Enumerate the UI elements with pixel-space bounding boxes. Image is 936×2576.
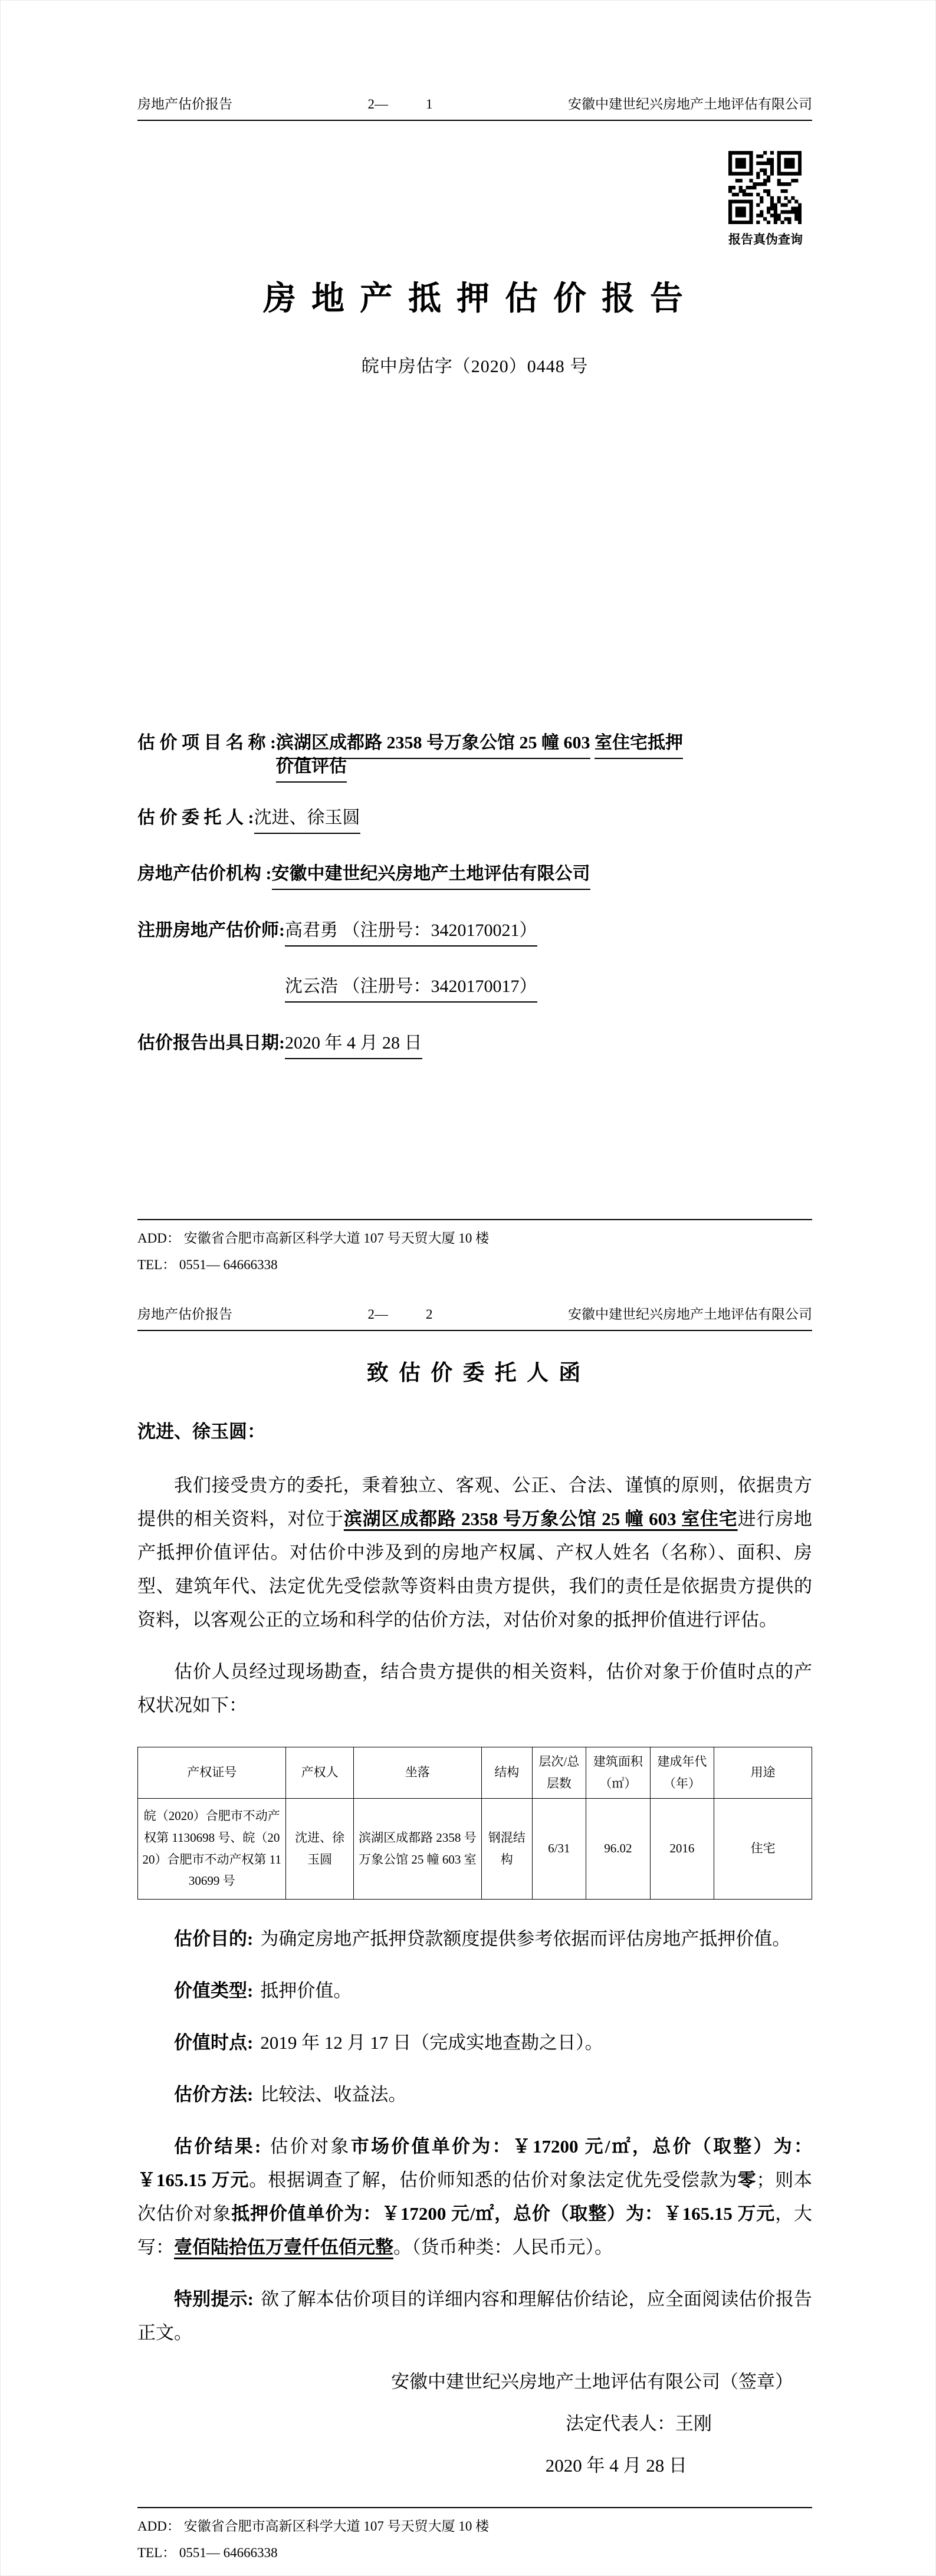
- item-method: [137, 2078, 812, 2111]
- col-header-area: 建筑面积（㎡）: [586, 1747, 651, 1799]
- field-label: 估价报告出具日期:: [137, 1033, 285, 1053]
- cell-area: 96.02: [586, 1798, 651, 1899]
- footer-address: ADD： 安徽省合肥市高新区科学大道 107 号天贸大厦 10 楼: [137, 2519, 490, 2534]
- page-number-prefix: 2—: [367, 97, 388, 111]
- field-agency: [137, 862, 687, 892]
- col-header-year: 建成年代（年）: [650, 1747, 714, 1799]
- field-issue-date: [137, 1031, 687, 1061]
- field-label: 注册房地产估价师:: [137, 920, 285, 940]
- summary-items: [137, 1922, 812, 2350]
- item-special-notice: [137, 2282, 812, 2350]
- header-company-name: 安徽中建世纪兴房地产土地评估有限公司: [568, 1307, 812, 1322]
- cell-location: 滨湖区成都路 2358 号万象公馆 25 幢 603 室: [353, 1798, 481, 1899]
- paragraph-text: 进行房地产抵押价值评估。对估价中涉及到的房地产权属、产权人姓名（名称）、面积、房型、建筑年代、法定优先受偿款等资料由贵方提供，我们的责任是依据贵方提供的资料，以客观公正的立场和科学的估价方法，对估价对象的抵押价值进行评估。: [137, 1509, 813, 1630]
- page-number: [368, 97, 433, 112]
- item-label: 估价结果:: [174, 2135, 261, 2157]
- item-label: 价值类型:: [174, 1980, 254, 2001]
- item-label: 估价目的:: [174, 1928, 254, 1949]
- item-value-type: [137, 1974, 812, 2007]
- amount-in-words-text: 壹佰陆拾伍万壹仟伍佰元整: [174, 2236, 393, 2258]
- field-value: 沈云浩 （注册号：3420170017）: [285, 977, 537, 1003]
- item-text: ，大写：: [137, 2203, 813, 2258]
- signature-company: 安徽中建世纪兴房地产土地评估有限公司（签章）: [391, 2371, 793, 2392]
- running-header: [137, 1288, 812, 1331]
- field-value: 滨湖区成都路 2358 号万象公馆 25 幢 603: [276, 733, 590, 759]
- page-footer: [137, 1219, 812, 1281]
- table-row: [138, 1798, 812, 1899]
- field-label: 房地产估价机构 :: [137, 864, 272, 884]
- field-value: 高君勇 （注册号：3420170021）: [285, 921, 537, 947]
- col-header-structure: 结构: [481, 1747, 532, 1799]
- qr-code: [728, 151, 802, 224]
- header-company-name: 安徽中建世纪兴房地产土地评估有限公司: [568, 97, 812, 111]
- col-header-location: 坐落: [353, 1747, 481, 1799]
- item-text: 欲了解本估价项目的详细内容和理解估价结论，应全面阅读估价报告正文。: [137, 2288, 813, 2343]
- item-text: 比较法、收益法。: [260, 2084, 407, 2105]
- field-value: 室住宅抵押价值评估: [276, 733, 683, 783]
- page-number-value: 1: [426, 97, 433, 111]
- zero-claims-text: 零: [737, 2169, 757, 2190]
- item-text: 。（货币种类：人民币元）。: [393, 2236, 613, 2258]
- field-project-name: [137, 731, 687, 779]
- paragraph-text: 我们接受贵方的委托，秉着独立、客观、公正、合法、谨慎的原则，依据贵方提供的相关资料，对位于: [137, 1475, 812, 1529]
- header-doc-title: 房地产估价报告: [137, 1307, 232, 1322]
- item-purpose: [137, 1922, 812, 1956]
- cell-owner: 沈进、徐玉圆: [286, 1798, 353, 1899]
- field-value: 沈进、徐玉圆: [254, 808, 360, 834]
- letter-title: 致 估 价 委 托 人 函: [366, 1361, 583, 1385]
- cell-structure: 钢混结构: [481, 1798, 532, 1899]
- item-label: 价值时点:: [174, 2032, 254, 2053]
- cell-use: 住宅: [714, 1798, 812, 1899]
- page-footer: [137, 2507, 812, 2569]
- cell-floor: 6/31: [532, 1798, 586, 1899]
- field-value: 2020 年 4 月 28 日: [285, 1033, 422, 1059]
- page-number: [368, 1307, 433, 1322]
- table-header-row: [138, 1747, 812, 1799]
- col-header-use: 用途: [714, 1747, 812, 1799]
- item-text: 2019 年 12 月 17 日（完成实地查勘之日）。: [260, 2032, 603, 2053]
- footer-address: ADD： 安徽省合肥市高新区科学大道 107 号天贸大厦 10 楼: [137, 1231, 490, 1246]
- col-header-owner: 产权人: [286, 1747, 353, 1799]
- letter-paragraph-1: [137, 1468, 812, 1637]
- item-text: ；则本次估价对象: [137, 2169, 813, 2224]
- field-value: 安徽中建世纪兴房地产土地评估有限公司: [272, 864, 590, 890]
- field-label: 估 价 委 托 人 :: [137, 807, 254, 827]
- signature-legal-rep: 法定代表人：王刚: [566, 2413, 712, 2434]
- subject-property-text: 滨湖区成都路 2358 号万象公馆 25 幢 603 室住宅: [343, 1509, 738, 1529]
- field-client: [137, 806, 687, 836]
- cover-fields: [137, 731, 687, 1061]
- item-text: 抵押价值。: [260, 1980, 352, 2001]
- signature-date: 2020 年 4 月 28 日: [545, 2455, 687, 2476]
- report-title: 房 地 产 抵 押 估 价 报 告: [263, 281, 687, 317]
- field-appraiser-1: [137, 919, 687, 948]
- mortgage-value-text: 抵押价值单价为：￥17200 元/㎡，总价（取整）为：￥165.15 万元: [231, 2203, 776, 2224]
- cell-cert-no: 皖（2020）合肥市不动产权第 1130698 号、皖（2020）合肥市不动产权第 1130699 号: [138, 1798, 286, 1899]
- col-header-floor: 层次/总层数: [532, 1747, 586, 1799]
- report-number: 皖中房估字（2020）0448 号: [361, 356, 589, 376]
- item-text: 。根据调查了解，估价师知悉的估价对象法定优先受偿款为: [249, 2169, 738, 2190]
- col-header-cert-no: 产权证号: [138, 1747, 286, 1799]
- header-doc-title: 房地产估价报告: [137, 97, 232, 111]
- qr-caption: 报告真伪查询: [728, 232, 803, 247]
- property-rights-table: [137, 1747, 812, 1900]
- field-label: 估 价 项 目 名 称 :: [137, 732, 276, 753]
- item-text: 估价对象: [268, 2135, 351, 2157]
- letter-paragraph-2: 估价人员经过现场勘查，结合贵方提供的相关资料，估价对象于价值时点的产权状况如下：: [137, 1661, 812, 1716]
- letter-salutation: 沈进、徐玉圆：: [137, 1421, 265, 1442]
- item-value-date: [137, 2026, 812, 2059]
- running-header: [137, 0, 812, 121]
- market-value-text: 市场价值单价为：￥17200 元/㎡，总价（取整）为：￥165.15 万元: [137, 2135, 813, 2190]
- item-text: 为确定房地产抵押贷款额度提供参考依据而评估房地产抵押价值。: [260, 1928, 791, 1949]
- footer-phone: TEL： 0551— 64666338: [137, 1257, 278, 1272]
- qr-block: [728, 151, 802, 248]
- field-appraiser-2: [137, 975, 687, 1004]
- signature-block: [137, 2365, 812, 2482]
- page-2: [0, 1288, 936, 2576]
- cell-year: 2016: [650, 1798, 714, 1899]
- item-label: 特别提示:: [174, 2288, 254, 2309]
- footer-phone: TEL： 0551— 64666338: [137, 2545, 278, 2560]
- page-number-value: 2: [426, 1307, 433, 1322]
- page-number-prefix: 2—: [367, 1307, 388, 1322]
- item-result: [137, 2130, 812, 2264]
- item-label: 估价方法:: [174, 2084, 254, 2105]
